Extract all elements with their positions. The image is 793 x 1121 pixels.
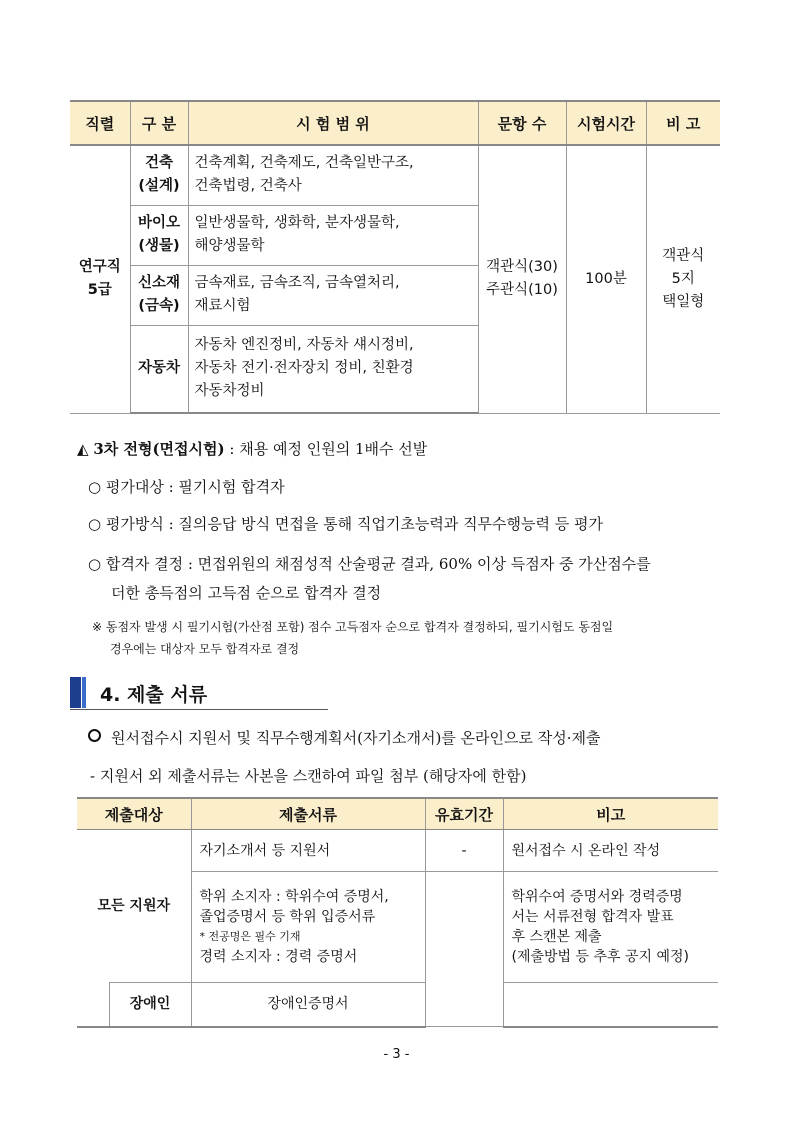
scope-line: 일반생물학, 생화학, 분자생물학, [194, 215, 400, 231]
document-cell [191, 872, 425, 983]
note-cell [503, 983, 718, 1027]
category-cell: 건축 (설계) [130, 145, 188, 205]
submission-bullet [88, 727, 601, 748]
header-scope: 시 험 범 위 [188, 101, 478, 145]
submission-bullet-text: 원서접수시 지원서 및 직무수행계획서(자기소개서)를 온라인으로 작성·제출 [111, 729, 601, 747]
tie-note: ※ 동점자 발생 시 필기시험(가산점 포함) 점수 고득점자 순으로 합격자 결정하되, 필기시험도 동점일 [92, 620, 614, 634]
header-category: 구 분 [130, 101, 188, 145]
category-cell: 자동차 [130, 325, 188, 413]
evaluation-method-bullet: ○ 평가방식 : 질의응답 방식 면접을 통해 직업기초능력과 직무수행능력 등 평가 [88, 515, 604, 533]
header-exam-time: 시험시간 [566, 101, 646, 145]
section-bar-icon [70, 677, 81, 708]
document-line: 학위 소지자 : 학위수여 증명서, [199, 889, 389, 905]
all-applicants-cell: 모든 지원자 [77, 830, 191, 983]
question-count-cell: 객관식(30) 주관식(10) [478, 145, 566, 413]
note-line: (제출방법 등 추후 공지 예정) [511, 949, 689, 965]
disabled-cell: 장애인 [109, 983, 191, 1027]
scope-cell [188, 325, 478, 413]
indent-cell [77, 983, 109, 1027]
note-cell [503, 872, 718, 983]
page-number: - 3 - [383, 1047, 410, 1062]
header-documents: 제출서류 [191, 798, 425, 830]
table-row [77, 983, 718, 1027]
triangle-marker-icon: ◭ [77, 440, 89, 458]
header-job-series: 직렬 [70, 101, 130, 145]
note-cell: 원서접수 시 온라인 작성 [503, 830, 718, 872]
job-series-cell: 연구직 5급 [70, 145, 130, 413]
exam-table-header [70, 101, 720, 145]
docs-table-header [77, 798, 718, 830]
docs-table [77, 797, 718, 1028]
header-note: 비고 [503, 798, 718, 830]
scope-line: 건축법령, 건축사 [194, 178, 302, 195]
document-line: 졸업증명서 등 학위 입증서류 [199, 909, 376, 925]
note-line: 후 스캔본 제출 [511, 929, 602, 945]
interview-description: : 채용 예정 인원의 1배수 선발 [224, 440, 428, 458]
pass-decision-bullet: ○ 합격자 결정 : 면접위원의 채점성적 산술평균 결과, 60% 이상 득점자 중 가산점수를 [88, 555, 651, 573]
document-line: * 전공명은 필수 기재 [199, 930, 301, 943]
document-cell: 장애인증명서 [191, 983, 425, 1027]
scope-line: 금속재료, 금속조직, 금속열처리, [194, 275, 400, 291]
scope-line: 해양생물학 [194, 238, 265, 254]
circle-bullet-icon [88, 729, 101, 742]
validity-cell: - [425, 830, 503, 872]
table-row [77, 830, 718, 872]
header-question-count: 문항 수 [478, 101, 566, 145]
scope-line: 자동차 엔진정비, 자동차 섀시정비, [194, 337, 414, 354]
section-heading [70, 677, 328, 710]
scope-line: 건축계획, 건축제도, 건축일반구조, [194, 155, 414, 172]
scope-cell [188, 145, 478, 205]
note-line: 학위수여 증명서와 경력증명 [511, 889, 683, 905]
scope-cell [188, 265, 478, 325]
exam-time-cell: 100분 [566, 145, 646, 413]
tie-note-cont: 경우에는 대상자 모두 합격자로 결정 [110, 642, 300, 656]
note-line: 서는 서류전형 합격자 발표 [511, 909, 674, 925]
header-target: 제출대상 [77, 798, 191, 830]
document-line: 경력 소지자 : 경력 증명서 [199, 949, 358, 965]
scope-line: 재료시험 [194, 298, 251, 314]
interview-title: 3차 전형(면접시험) [93, 440, 225, 458]
category-cell: 바이오 (생물) [130, 205, 188, 265]
section-title: 4. 제출 서류 [100, 684, 208, 706]
evaluation-target-bullet: ○ 평가대상 : 필기시험 합격자 [88, 478, 285, 496]
scope-cell [188, 205, 478, 265]
remarks-cell: 객관식 5지 택일형 [646, 145, 720, 413]
category-cell: 신소재 (금속) [130, 265, 188, 325]
interview-heading [77, 438, 427, 459]
submission-sub: - 지원서 외 제출서류는 사본을 스캔하여 파일 첨부 (해당자에 한함) [90, 767, 527, 785]
header-remarks: 비 고 [646, 101, 720, 145]
section-bar-accent-icon [82, 677, 86, 708]
header-validity: 유효기간 [425, 798, 503, 830]
pass-decision-bullet-cont: 더한 총득점의 고득점 순으로 합격자 결정 [111, 584, 382, 602]
scope-line: 자동차정비 [194, 383, 265, 400]
document-cell: 자기소개서 등 지원서 [191, 830, 425, 872]
table-row [70, 145, 720, 205]
scope-line: 자동차 전기·전자장치 정비, 친환경 [194, 360, 414, 377]
exam-table [70, 100, 720, 414]
validity-cell [425, 872, 503, 1027]
